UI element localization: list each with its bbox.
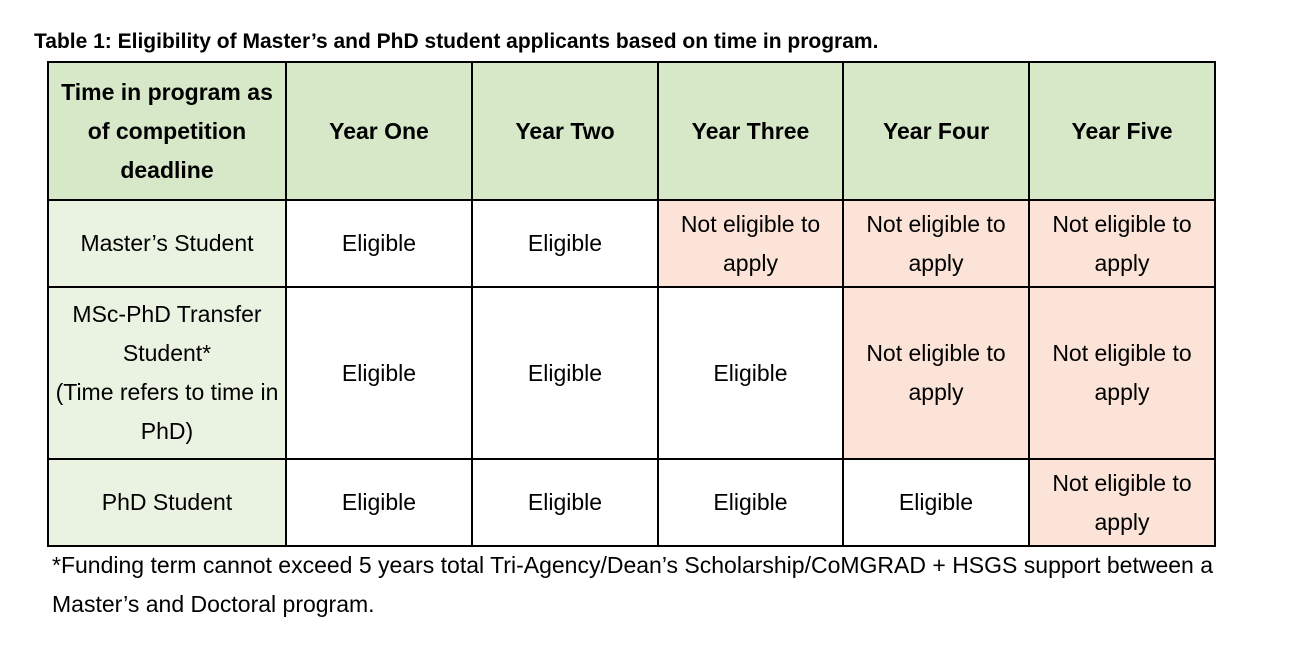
table-cell: Not eligible to apply — [658, 200, 843, 287]
row-label-masters — [48, 200, 286, 287]
table-row — [48, 459, 1215, 546]
table-cell: Not eligible to apply — [1029, 459, 1215, 546]
table-cell: Eligible — [286, 287, 472, 459]
row-label-text: PhD Student — [101, 489, 233, 515]
table-cell: Eligible — [286, 459, 472, 546]
eligibility-table — [47, 61, 1216, 547]
table-cell: Not eligible to apply — [1029, 287, 1215, 459]
table-cell: Not eligible to apply — [843, 200, 1029, 287]
row-label-text: Master’s Student — [80, 230, 254, 256]
table-cell: Eligible — [843, 459, 1029, 546]
table-row — [48, 287, 1215, 459]
row-label-msc-phd-transfer — [48, 287, 286, 459]
header-year-two: Year Two — [472, 62, 658, 200]
row-label-note: (Time refers to time in PhD) — [55, 379, 279, 444]
header-time-in-program: Time in program as of competition deadline — [48, 62, 286, 200]
table-caption: Table 1: Eligibility of Master’s and PhD student applicants based on time in program. — [34, 30, 879, 53]
table-cell: Eligible — [472, 287, 658, 459]
table-header-row — [48, 62, 1215, 200]
table-cell: Not eligible to apply — [1029, 200, 1215, 287]
table-footnote: *Funding term cannot exceed 5 years total Tri-Agency/Dean’s Scholarship/CoMGRAD + HSGS support between a Master’s and Doctoral program. — [52, 552, 1214, 617]
table-cell: Eligible — [472, 200, 658, 287]
header-year-three: Year Three — [658, 62, 843, 200]
header-year-four: Year Four — [843, 62, 1029, 200]
row-label-text: MSc-PhD Transfer Student* — [72, 301, 262, 366]
table-cell: Eligible — [658, 287, 843, 459]
header-year-one: Year One — [286, 62, 472, 200]
table-cell: Eligible — [658, 459, 843, 546]
header-year-five: Year Five — [1029, 62, 1215, 200]
table-cell: Not eligible to apply — [843, 287, 1029, 459]
table-row — [48, 200, 1215, 287]
table-cell: Eligible — [472, 459, 658, 546]
row-label-phd — [48, 459, 286, 546]
table-cell: Eligible — [286, 200, 472, 287]
